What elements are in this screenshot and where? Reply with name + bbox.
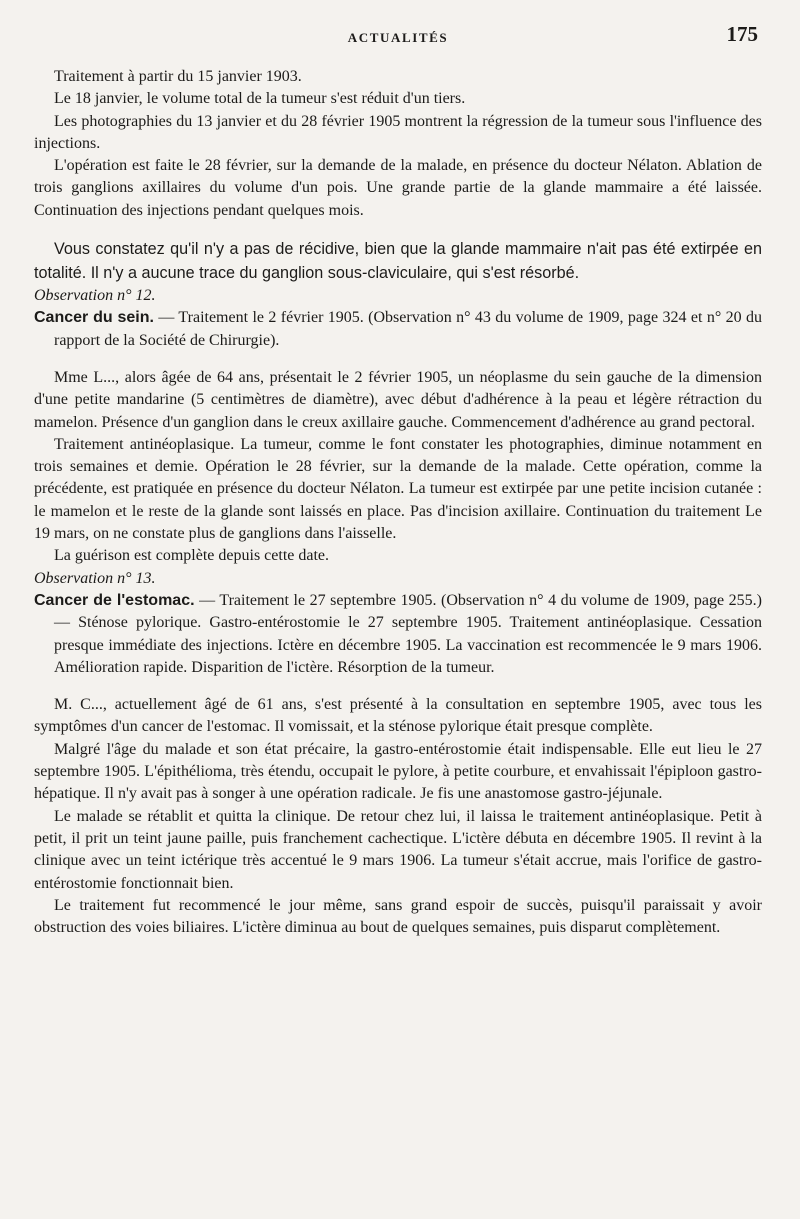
intro-paragraph: L'opération est faite le 28 février, sur la demande de la malade, en présence du docteur Nélaton. Ablation de trois ganglions axillaires du volume d'un pois. Une grande partie de la glande mammaire a été laissée. Continuation des injections pendant quelques mois. <box>34 157 762 219</box>
case-title: Cancer de l'estomac. <box>34 591 195 609</box>
observation-13-paragraph: Le malade se rétablit et quitta la clinique. De retour chez lui, il laissa le traitement antinéoplasique. Petit à petit, il prit un teint jaune paille, puis franchement cachectique. L'ictère débuta en décembre 1905. Il revint à la clinique avec un teint ictérique très accentué le 9 mars 1906. La tumeur s'était accrue, mais l'orifice de gastro-entérostomie fonctionnait bien. <box>34 807 762 892</box>
page-body <box>34 66 762 939</box>
observation-12-paragraph: Mme L..., alors âgée de 64 ans, présentait le 2 février 1905, un néoplasme du sein gauche de la dimension d'une petite mandarine (5 centimètres de diamètre), avec début d'adhérence à la peau et légère rétraction du mamelon. Présence d'un ganglion dans le creux axillaire gauche. Commencement d'adhérence au grand pectoral. <box>34 368 762 431</box>
observation-12-heading: Observation n° 12. <box>34 287 156 305</box>
intro-paragraph: Traitement à partir du 15 janvier 1903. <box>54 68 302 85</box>
intro-paragraph: Le 18 janvier, le volume total de la tumeur s'est réduit d'un tiers. <box>54 90 466 108</box>
observation-12-paragraph: La guérison est complète depuis cette date. <box>54 547 330 565</box>
case-summary: — Traitement le 2 février 1905. (Observation n° 43 du volume de 1909, page 324 et n° 20 du rapport de la Société de Chirurgie). <box>54 309 763 349</box>
page-header <box>34 0 762 66</box>
observation-13-paragraph: Malgré l'âge du malade et son état précaire, la gastro-entérostomie était indispensable. Elle eut lieu le 27 septembre 1905. L'épithélioma, très étendu, occupait le pylore, à petite courbure, et envahissait l'épiploon gastro-hépatique. Il n'y avait pas à songer à une opération radicale. Je fis une anastomose gastro-jéjunale. <box>34 740 762 803</box>
observation-12-paragraph: Traitement antinéoplasique. La tumeur, comme le font constater les photographies, diminue notamment en trois semaines et demie. Opération le 28 février, sur la demande de la malade. Cette opération, comme la précédente, est pratiquée en présence du docteur Nélaton. La tumeur est extirpée par une petite incision cutanée : le mamelon et le reste de la glande sont laissés en place. Pas d'incision axillaire. Continuation du traitement Le 19 mars, on ne constate plus de ganglions dans l'aisselle. <box>34 435 762 543</box>
page-number: 175 <box>726 22 758 46</box>
case-summary: — Traitement le 27 septembre 1905. (Observation n° 4 du volume de 1909, page 255.) — Sténose pylorique. Gastro-entérostomie le 27 septembre 1905. Traitement antinéoplasique. Cessation presque immédiate des injections. Ictère en décembre 1905. La vaccination est recommencée le 9 mars 1906. Amélioration rapide. Disparition de l'ictère. Résorption de la tumeur. <box>54 591 763 676</box>
observation-13-paragraph: M. C..., actuellement âgé de 61 ans, s'est présenté à la consultation en septembre 1905, avec tous les symptômes d'un cancer de l'estomac. Il vomissait, et la sténose pylorique était presque complète. <box>34 696 762 736</box>
observation-13-summary <box>34 590 762 679</box>
observation-13-paragraph: Le traitement fut recommencé le jour même, sans grand espoir de succès, puisqu'il paraissait y avoir obstruction des voies biliaires. L'ictère diminua au bout de quelques semaines, puis disparut complètement. <box>34 896 762 937</box>
intro-paragraph: Les photographies du 13 janvier et du 28 février 1905 montrent la régression de la tumeur sous l'influence des injections. <box>34 112 762 152</box>
case-title: Cancer du sein. <box>34 309 154 327</box>
observation-13-heading: Observation n° 13. <box>34 569 156 587</box>
remark-paragraph: Vous constatez qu'il n'y a pas de récidive, bien que la glande mammaire n'ait pas été extirpée en totalité. Il n'y a aucune trace du ganglion sous-claviculaire, qui s'est résorbé. <box>34 240 762 283</box>
observation-12-summary <box>34 307 762 352</box>
running-head: ACTUALITÉS <box>347 30 449 45</box>
